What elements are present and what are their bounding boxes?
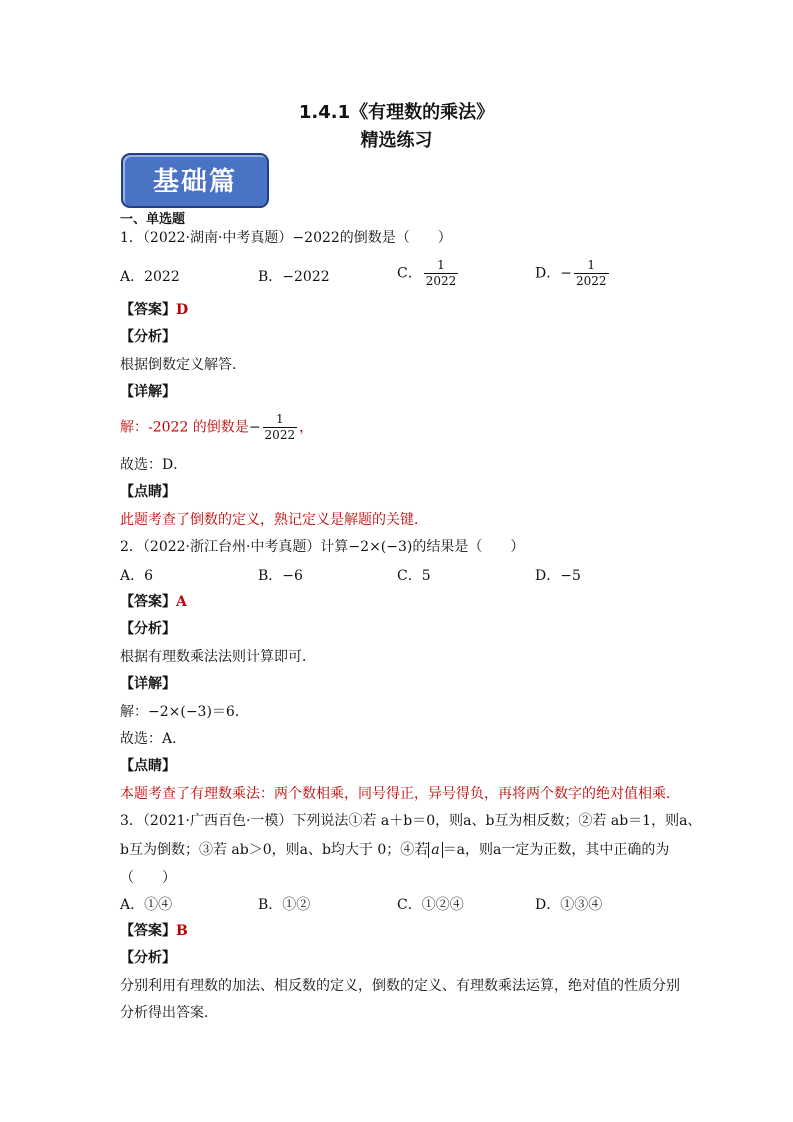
answer-label: 【答案】: [120, 923, 176, 939]
q1-detail-label: 【详解】: [120, 384, 176, 400]
q3-option-c: C．①②④: [397, 897, 464, 913]
q1-option-d: [535, 258, 611, 289]
q3-answer: [120, 921, 188, 941]
q3-analysis-line1: 分别利用有理数的加法、相反数的定义，倒数的定义、有理数乘法运算，绝对值的性质分别: [120, 978, 680, 994]
q3-option-d: D．①③④: [535, 897, 603, 913]
answer-label: 【答案】: [120, 302, 176, 318]
q1-analysis-label: 【分析】: [120, 329, 176, 345]
q2-analysis-text: 根据有理数乘法法则计算即可．: [120, 649, 316, 665]
q2-option-d: D．−5: [535, 568, 581, 584]
q3-stem-line1: 3．（2021·广西百色·一模）下列说法①若 a＋b＝0，则a、b互为相反数；②若 ab＝1，则a、: [120, 813, 702, 829]
q1-option-c-fraction: [424, 258, 459, 289]
answer-value: D: [176, 302, 189, 318]
q2-answer: [120, 592, 187, 612]
q1-option-c: [397, 258, 460, 289]
q1-option-a: A．2022: [120, 269, 180, 285]
document-title: 1.4.1《有理数的乘法》: [298, 102, 495, 123]
q3-option-a: A．①④: [120, 897, 173, 913]
fraction-numerator: 1: [587, 258, 596, 272]
q1-option-d-label: D．: [535, 265, 561, 282]
detail-prefix: 解：-2022 的倒数是: [120, 419, 249, 436]
q3-analysis-label: 【分析】: [120, 950, 176, 966]
q1-detail-text: [120, 412, 313, 443]
document-subtitle: 精选练习: [360, 130, 433, 151]
q3-option-b: B．①②: [258, 897, 311, 913]
q3-analysis-line2: 分析得出答案．: [120, 1005, 218, 1021]
q2-option-b: B．−6: [258, 568, 303, 584]
absolute-value: a: [428, 842, 442, 858]
q2-analysis-label: 【分析】: [120, 621, 176, 637]
q3-stem-line2: [120, 840, 669, 860]
q3-stem-line2-end: ＝a，则a一定为正数，其中正确的为: [442, 842, 670, 858]
answer-value: A: [176, 594, 187, 610]
q2-comment-text: 本题考查了有理数乘法：两个数相乘，同号得正，异号得负，再将两个数字的绝对值相乘．: [120, 786, 680, 802]
minus-sign: −: [248, 419, 261, 436]
q2-option-a: A．6: [120, 568, 154, 584]
minus-sign: −: [560, 265, 572, 282]
q2-detail-text: 解：−2×(−3)＝6．: [120, 704, 249, 720]
detail-fraction: [263, 412, 298, 443]
q1-choose: 故选：D．: [120, 457, 188, 473]
answer-value: B: [176, 923, 188, 939]
q1-comment-label: 【点睛】: [120, 484, 176, 500]
q2-stem: 2．（2022·浙江台州·中考真题）计算−2×(−3)的结果是（ ）: [120, 539, 525, 555]
q1-answer: [120, 300, 188, 320]
fraction-numerator: 1: [276, 412, 284, 426]
q2-detail-label: 【详解】: [120, 676, 176, 692]
q1-stem: 1．（2022·湖南·中考真题）−2022的倒数是（ ）: [120, 230, 452, 246]
answer-label: 【答案】: [120, 594, 176, 610]
fraction-denominator: 2022: [264, 428, 296, 442]
section-heading: 一、单选题: [120, 212, 186, 227]
q1-comment-text: 此题考查了倒数的定义，熟记定义是解题的关键．: [120, 512, 428, 528]
fraction-denominator: 2022: [425, 274, 457, 288]
q1-option-b: B．−2022: [258, 269, 330, 285]
detail-suffix: ，: [299, 419, 314, 436]
fraction-denominator: 2022: [575, 274, 607, 288]
q1-option-c-label: C．: [397, 265, 422, 282]
q3-stem-line2-start: b互为倒数；③若 ab＞0，则a、b均大于 0；④若: [120, 842, 429, 858]
q3-stem-line3: （ ）: [120, 870, 176, 886]
fraction-numerator: 1: [437, 258, 445, 272]
q2-comment-label: 【点睛】: [120, 758, 176, 774]
q2-option-c: C．5: [397, 568, 431, 584]
q1-option-d-fraction: [574, 258, 609, 289]
basic-section-banner: 基础篇: [121, 153, 269, 208]
q2-choose: 故选：A．: [120, 731, 187, 747]
q1-analysis-text: 根据倒数定义解答．: [120, 357, 246, 373]
